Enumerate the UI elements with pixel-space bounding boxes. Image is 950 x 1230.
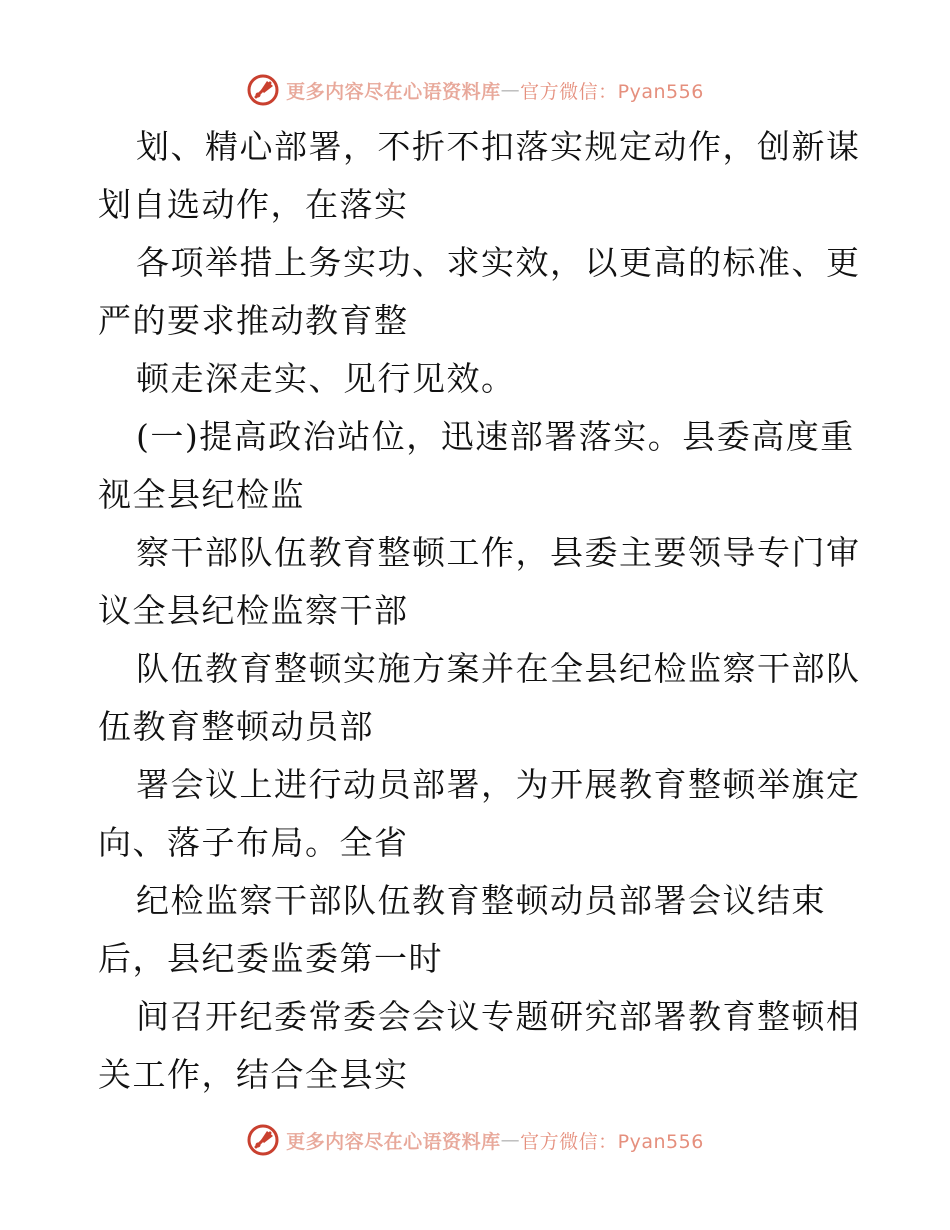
- text-line: 划自选动作，在落实: [98, 185, 409, 224]
- text-line: 纪检监察干部队伍教育整顿动员部署会议结束: [136, 881, 826, 920]
- header-watermark: [0, 70, 950, 110]
- text-line: 伍教育整顿动员部: [98, 707, 374, 746]
- text-line: 察干部队伍教育整顿工作，县委主要领导专门审: [136, 533, 861, 572]
- text-line: 议全县纪检监察干部: [98, 591, 409, 630]
- watermark-text: 更多内容尽在心语资料库: [286, 1130, 501, 1153]
- watermark-separator: —: [500, 79, 521, 101]
- text-line: 队伍教育整顿实施方案并在全县纪检监察干部队: [136, 649, 861, 688]
- text-line: 关工作，结合全县实: [98, 1055, 409, 1094]
- watermark-text: 更多内容尽在心语资料库: [286, 80, 501, 103]
- logo-icon: [246, 1123, 280, 1157]
- text-line: 顿走深走实、见行见效。: [136, 359, 516, 398]
- text-line: 严的要求推动教育整: [98, 301, 409, 340]
- text-line: 划、精心部署，不折不扣落实规定动作，创新谋: [136, 127, 861, 166]
- logo-icon: [246, 73, 280, 107]
- watermark-account: 官方微信：Pyan556: [520, 1130, 704, 1153]
- footer-watermark: [0, 1120, 950, 1160]
- watermark-account: 官方微信：Pyan556: [520, 80, 704, 103]
- text-line: 间召开纪委常委会会议专题研究部署教育整顿相: [136, 997, 861, 1036]
- watermark-separator: —: [500, 1129, 521, 1151]
- text-line: 视全县纪检监: [98, 475, 305, 514]
- text-line: 后，县纪委监委第一时: [98, 939, 443, 978]
- text-line: 署会议上进行动员部署，为开展教育整顿举旗定: [136, 765, 861, 804]
- text-line: (一)提高政治站位，迅速部署落实。县委高度重: [136, 417, 855, 456]
- text-line: 各项举措上务实功、求实效，以更高的标准、更: [136, 243, 861, 282]
- text-line: 向、落子布局。全省: [98, 823, 409, 862]
- document-body: [98, 118, 861, 1104]
